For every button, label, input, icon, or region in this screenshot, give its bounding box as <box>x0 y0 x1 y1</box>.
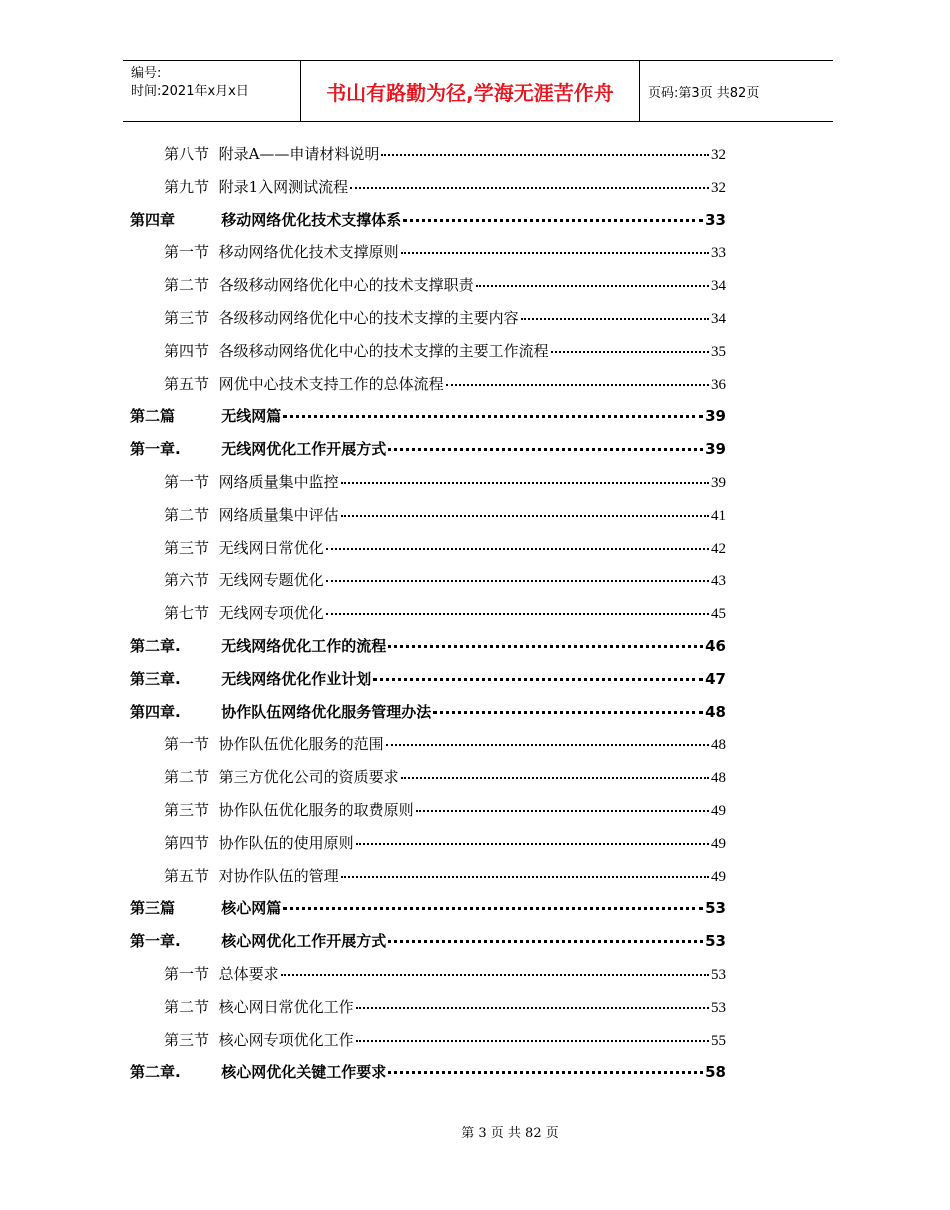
page-footer: 第 3 页 共 82 页 <box>461 1126 559 1141</box>
toc-entry-page: 53 <box>705 932 726 951</box>
toc-dot-leader <box>476 270 709 287</box>
toc-dot-leader <box>446 369 709 386</box>
toc-entry-page: 49 <box>711 835 726 852</box>
toc-entry-number: 第二篇 <box>130 407 176 426</box>
toc-entry-label <box>164 466 339 499</box>
toc-entry-label <box>164 302 519 335</box>
toc-entry-page: 42 <box>711 540 726 557</box>
toc-entry-page: 39 <box>705 407 726 426</box>
toc-entry-page: 49 <box>711 868 726 885</box>
toc-entry-title: 总体要求 <box>218 964 279 983</box>
toc-entry-title: 无线网专题优化 <box>218 571 324 590</box>
toc-section-entry[interactable] <box>130 466 726 499</box>
toc-entry-title: 附录A——申请材料说明 <box>218 145 380 163</box>
page-header <box>123 60 833 122</box>
toc-entry-page: 32 <box>711 179 726 196</box>
toc-entry-title: 附录1入网测试流程 <box>218 177 349 196</box>
toc-dot-leader <box>386 729 709 746</box>
toc-entry-label <box>130 204 401 237</box>
toc-entry-page: 47 <box>705 669 726 688</box>
toc-dot-leader <box>341 861 709 878</box>
toc-entry-label <box>164 368 444 401</box>
toc-entry-label <box>164 860 339 893</box>
toc-dot-leader <box>283 400 703 418</box>
toc-dot-leader <box>433 696 703 714</box>
toc-entry-title: 协作队伍优化服务的取费原则 <box>218 800 414 819</box>
toc-section-entry[interactable] <box>130 761 726 794</box>
toc-entry-page: 46 <box>705 636 726 655</box>
toc-section-entry[interactable] <box>130 499 726 532</box>
toc-entry-page: 33 <box>705 210 726 229</box>
toc-entry-number: 第九节 <box>164 177 210 196</box>
toc-chapter-entry[interactable] <box>130 663 726 696</box>
toc-entry-page: 49 <box>711 802 726 819</box>
toc-dot-leader <box>401 762 709 779</box>
toc-entry-label <box>164 794 414 827</box>
toc-dot-leader <box>388 1056 703 1074</box>
toc-entry-title: 协作队伍网络优化服务管理办法 <box>221 702 432 721</box>
toc-entry-page: 48 <box>711 737 726 754</box>
toc-entry-title: 各级移动网络优化中心的技术支撑的主要工作流程 <box>218 341 549 360</box>
toc-entry-page: 53 <box>711 966 726 983</box>
toc-entry-label <box>164 236 399 269</box>
toc-dot-leader <box>350 172 709 189</box>
toc-entry-label <box>130 433 386 466</box>
toc-section-entry[interactable] <box>130 532 726 565</box>
toc-entry-label <box>130 1056 386 1089</box>
toc-dot-leader <box>356 828 709 845</box>
toc-dot-leader <box>281 959 709 976</box>
toc-entry-label <box>130 925 386 958</box>
toc-entry-title: 各级移动网络优化中心的技术支撑职责 <box>218 276 474 295</box>
toc-entry-title: 网络质量集中评估 <box>218 505 339 524</box>
toc-entry-number: 第三篇 <box>130 899 176 918</box>
toc-entry-number: 第二节 <box>164 997 210 1016</box>
toc-chapter-entry[interactable] <box>130 696 726 729</box>
toc-entry-title: 无线网络优化作业计划 <box>221 669 372 688</box>
toc-entry-number: 第三章. <box>130 669 181 688</box>
toc-dot-leader <box>326 598 709 615</box>
table-of-contents <box>130 138 726 1089</box>
toc-dot-leader <box>356 1025 709 1042</box>
toc-dot-leader <box>403 204 703 222</box>
toc-section-entry[interactable] <box>130 860 726 893</box>
toc-entry-page: 34 <box>711 310 726 327</box>
toc-entry-number: 第四节 <box>164 341 210 360</box>
serial-label: 编号: <box>131 66 162 81</box>
toc-entry-number: 第三节 <box>164 1030 210 1049</box>
toc-entry-label <box>130 663 371 696</box>
toc-dot-leader <box>326 565 709 582</box>
toc-dot-leader <box>401 237 709 254</box>
toc-entry-page: 53 <box>711 999 726 1016</box>
toc-entry-number: 第七节 <box>164 604 210 623</box>
toc-dot-leader <box>373 663 703 681</box>
toc-section-entry[interactable] <box>130 564 726 597</box>
toc-entry-number: 第一节 <box>164 472 210 491</box>
toc-entry-number: 第二节 <box>164 768 210 787</box>
toc-dot-leader <box>381 139 709 156</box>
toc-entry-title: 无线网优化工作开展方式 <box>221 440 387 459</box>
toc-entry-number: 第二节 <box>164 276 210 295</box>
toc-entry-label <box>130 630 386 663</box>
toc-entry-title: 协作队伍的使用原则 <box>218 833 354 852</box>
toc-entry-label <box>164 597 324 630</box>
toc-entry-title: 移动网络优化技术支撑体系 <box>221 210 402 229</box>
toc-entry-number: 第一章. <box>130 932 181 951</box>
toc-entry-title: 无线网络优化工作的流程 <box>221 636 387 655</box>
toc-chapter-entry[interactable] <box>130 892 726 925</box>
toc-section-entry[interactable] <box>130 335 726 368</box>
toc-section-entry[interactable] <box>130 1024 726 1057</box>
toc-entry-number: 第一章. <box>130 440 181 459</box>
toc-entry-label <box>164 1024 354 1057</box>
toc-entry-label <box>164 532 324 565</box>
toc-dot-leader <box>356 992 709 1009</box>
toc-dot-leader <box>551 336 709 353</box>
toc-entry-number: 第三节 <box>164 308 210 327</box>
toc-entry-number: 第二节 <box>164 505 210 524</box>
toc-entry-label <box>164 269 474 302</box>
toc-entry-page: 43 <box>711 573 726 590</box>
toc-entry-page: 48 <box>711 770 726 787</box>
toc-entry-number: 第四节 <box>164 833 210 852</box>
toc-entry-label <box>164 138 379 171</box>
toc-entry-label <box>164 958 279 991</box>
toc-entry-number: 第六节 <box>164 571 210 590</box>
toc-entry-page: 33 <box>711 245 726 262</box>
toc-dot-leader <box>341 467 709 484</box>
toc-entry-number: 第五节 <box>164 866 210 885</box>
toc-entry-label <box>164 728 384 761</box>
toc-dot-leader <box>416 795 709 812</box>
toc-entry-title: 核心网专项优化工作 <box>218 1030 354 1049</box>
toc-entry-page: 45 <box>711 606 726 623</box>
toc-entry-title: 移动网络优化技术支撑原则 <box>218 243 399 262</box>
toc-entry-number: 第三节 <box>164 538 210 557</box>
toc-section-entry[interactable] <box>130 138 726 171</box>
toc-chapter-entry[interactable] <box>130 433 726 466</box>
toc-entry-label <box>130 892 281 925</box>
toc-section-entry[interactable] <box>130 827 726 860</box>
toc-entry-page: 55 <box>711 1032 726 1049</box>
toc-entry-label <box>164 564 324 597</box>
toc-entry-title: 核心网优化工作开展方式 <box>221 932 387 951</box>
toc-entry-page: 35 <box>711 343 726 360</box>
toc-section-entry[interactable] <box>130 794 726 827</box>
header-page-info: 页码:第3页 共82页 <box>648 85 760 101</box>
toc-entry-title: 核心网优化关键工作要求 <box>221 1063 387 1082</box>
toc-dot-leader <box>341 500 709 517</box>
toc-section-entry[interactable] <box>130 597 726 630</box>
toc-entry-label <box>164 499 339 532</box>
toc-dot-leader <box>521 303 709 320</box>
toc-entry-page: 53 <box>705 899 726 918</box>
toc-entry-title: 协作队伍优化服务的范围 <box>218 735 384 754</box>
toc-entry-page: 39 <box>711 474 726 491</box>
toc-entry-page: 36 <box>711 376 726 393</box>
toc-entry-title: 核心网篇 <box>221 899 282 918</box>
toc-entry-label <box>164 827 354 860</box>
toc-section-entry[interactable] <box>130 236 726 269</box>
toc-section-entry[interactable] <box>130 171 726 204</box>
toc-entry-title: 第三方优化公司的资质要求 <box>218 768 399 787</box>
toc-entry-title: 网优中心技术支持工作的总体流程 <box>218 374 444 393</box>
toc-entry-label <box>130 400 281 433</box>
toc-entry-page: 34 <box>711 278 726 295</box>
toc-entry-title: 无线网日常优化 <box>218 538 324 557</box>
toc-entry-number: 第二章. <box>130 1063 181 1082</box>
toc-entry-number: 第二章. <box>130 636 181 655</box>
toc-section-entry[interactable] <box>130 269 726 302</box>
toc-entry-number: 第一节 <box>164 735 210 754</box>
toc-section-entry[interactable] <box>130 368 726 401</box>
toc-entry-title: 对协作队伍的管理 <box>218 866 339 885</box>
toc-entry-label <box>164 761 399 794</box>
toc-entry-label <box>164 991 354 1024</box>
header-motto: 书山有路勤为径,学海无涯苦作舟 <box>301 61 640 121</box>
toc-entry-label <box>164 171 348 204</box>
toc-section-entry[interactable] <box>130 991 726 1024</box>
toc-section-entry[interactable] <box>130 302 726 335</box>
toc-section-entry[interactable] <box>130 958 726 991</box>
toc-entry-title: 网络质量集中监控 <box>218 472 339 491</box>
toc-dot-leader <box>283 892 703 910</box>
toc-entry-page: 58 <box>705 1063 726 1082</box>
toc-chapter-entry[interactable] <box>130 400 726 433</box>
toc-dot-leader <box>388 925 703 943</box>
toc-chapter-entry[interactable] <box>130 204 726 237</box>
toc-entry-title: 核心网日常优化工作 <box>218 997 354 1016</box>
toc-entry-number: 第五节 <box>164 374 210 393</box>
toc-chapter-entry[interactable] <box>130 1056 726 1089</box>
toc-entry-number: 第三节 <box>164 800 210 819</box>
toc-entry-number: 第八节 <box>164 145 210 163</box>
toc-dot-leader <box>388 630 703 648</box>
toc-chapter-entry[interactable] <box>130 630 726 663</box>
toc-chapter-entry[interactable] <box>130 925 726 958</box>
toc-entry-page: 41 <box>711 507 726 524</box>
toc-entry-label <box>164 335 549 368</box>
toc-section-entry[interactable] <box>130 728 726 761</box>
toc-entry-page: 32 <box>711 147 726 163</box>
toc-entry-page: 48 <box>705 702 726 721</box>
toc-dot-leader <box>326 533 709 550</box>
header-meta <box>123 61 301 121</box>
toc-entry-label <box>130 696 431 729</box>
time-label: 时间:2021年x月x日 <box>131 84 249 99</box>
toc-entry-number: 第一节 <box>164 243 210 262</box>
toc-entry-number: 第四章 <box>130 210 176 229</box>
toc-entry-number: 第四章. <box>130 702 181 721</box>
toc-entry-page: 39 <box>705 440 726 459</box>
toc-entry-number: 第一节 <box>164 964 210 983</box>
toc-entry-title: 无线网篇 <box>221 407 282 426</box>
toc-entry-title: 无线网专项优化 <box>218 604 324 623</box>
toc-dot-leader <box>388 433 703 451</box>
toc-entry-title: 各级移动网络优化中心的技术支撑的主要内容 <box>218 308 519 327</box>
